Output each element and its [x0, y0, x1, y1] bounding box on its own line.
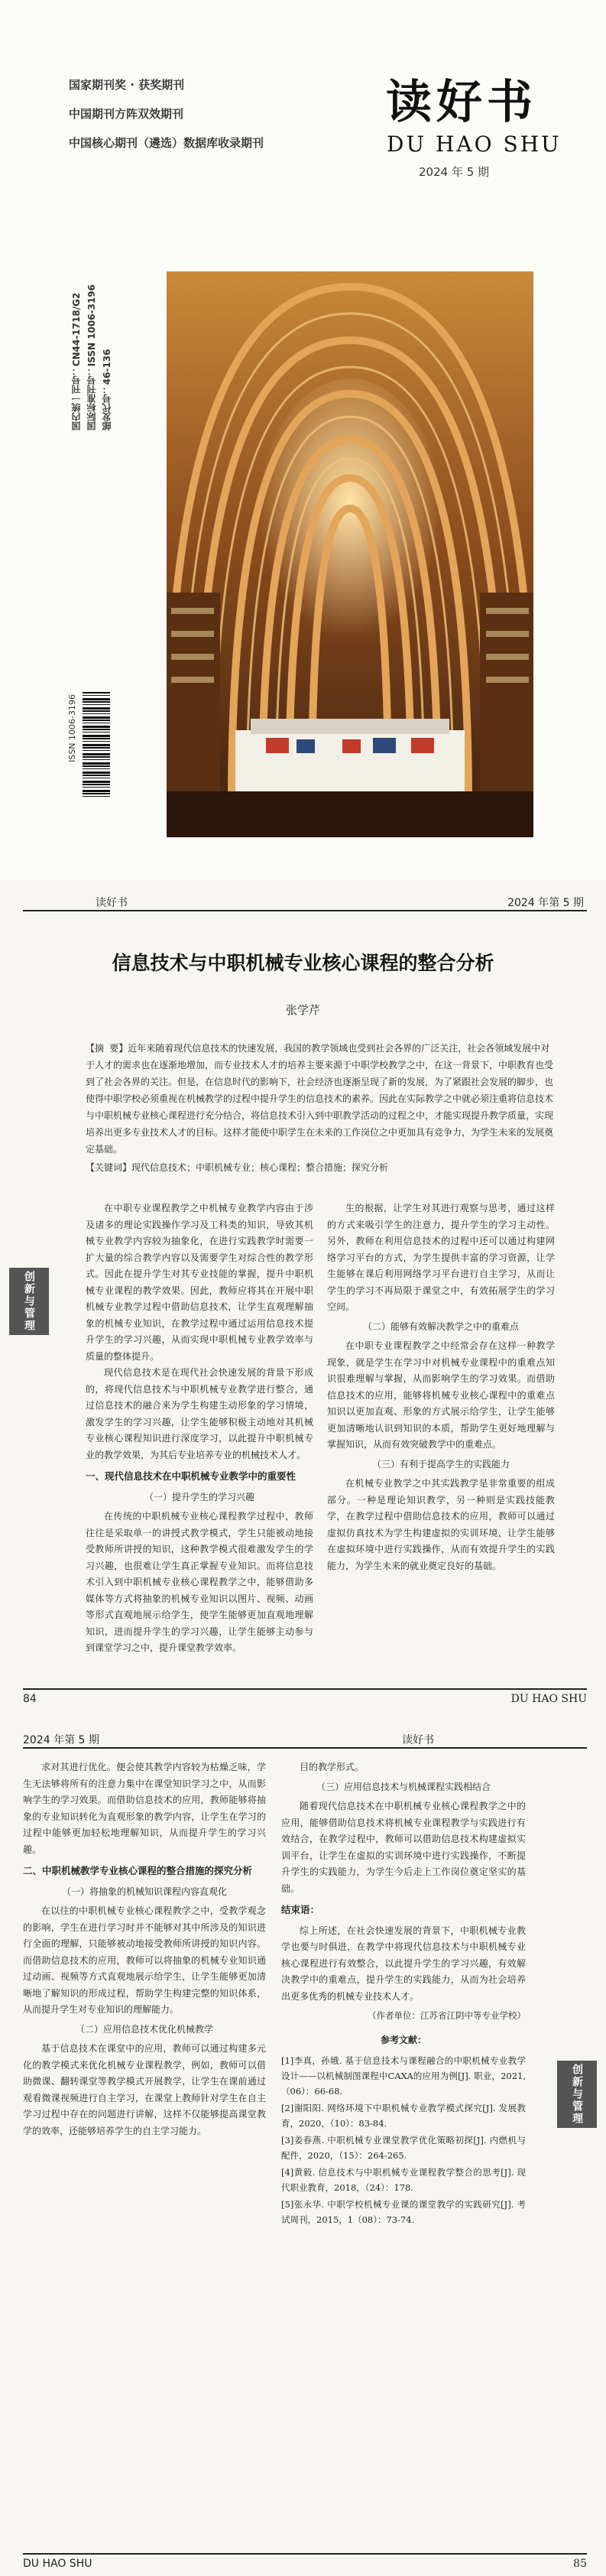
subsection-heading: （二）能够有效解决教学之中的重难点 — [362, 1320, 519, 1332]
references-heading: 参考文献： — [380, 2034, 426, 2045]
page-number: 84 — [23, 1693, 37, 1705]
publication-codes — [69, 284, 115, 430]
subsection-heading: （二）应用信息技术优化机械教学 — [75, 2023, 213, 2035]
body-paragraph: 在机械专业教学之中其实践教学是非常重要的组成部分。一种是理论知识教学，另一种则是实践技能教学，在教学过程中借助信息技术的应用，教师可以通过虚拟仿真技术为学生构建虚拟的实训环境，让学生能够在虚拟环境中进行实践操作，从而有效提升学生的实践能力，为学生未来的就业奠定良好的基础。 — [327, 1478, 555, 1571]
reference-item: [1]李真，孙娥. 基于信息技术与课程融合的中职机械专业教学设计——以机械制图课程中CAXA的应用为例[J]. 职业，2021,（06）：66-68. — [281, 2055, 526, 2097]
subsection-heading: （一）将抽象的机械知识课程内容直观化 — [61, 1886, 227, 1897]
article-keywords: 【关键词】现代信息技术；中职机械专业；核心课程；整合措施；探究分析 — [86, 1162, 389, 1173]
section-heading: 一、现代信息技术在中职机械专业教学中的重要性 — [86, 1470, 297, 1482]
body-paragraph: 综上所述，在社会快速发展的背景下，中职机械专业教学也要与时俱进，在教学中将现代信息技术与中职机械专业核心课程进行有效整合，以此提升学生的学习兴趣，有效解决教学中的重难点，提升学生的实践能力，从而为社会培养出更多优秀的机械专业技术人才。 — [281, 1925, 526, 2002]
section-heading: 二、中职机械教学专业核心课程的整合措施的探究分析 — [23, 1865, 253, 1876]
body-paragraph: 在中职专业课程教学之中经常会存在这样一种教学现象，就是学生在学习中对机械专业课程中的重难点知识很难理解与掌握，从而影响学生的学习效果。而借助信息技术的应用，能够将机械专业核心课程中的重难点知识以更加直观、形象的方式展示给学生，让学生能够更加清晰地认识到知识的本质，帮助学生更好地理解与掌握知识，从而有效突破教学中的重难点。 — [327, 1340, 555, 1450]
body-column-left — [23, 1759, 266, 2139]
running-footer — [23, 2553, 587, 2570]
article-author: 张学芹 — [285, 1003, 320, 1017]
body-paragraph: 生的根据，让学生对其进行观察与思考，通过这样的方式来吸引学生的注意力，提升学生的学习主动性。另外，教师在利用信息技术的过程中还可以通过构建网络学习平台的方式，为学生提供丰富的学习资源，让学生能够在课后利用网络学习平台进行自主学习，从而让学生的学习不再局限于课堂之中，有效拓展学生的学习空间。 — [327, 1203, 555, 1312]
body-paragraph: 求对其进行优化。便会使其教学内容较为枯燥乏味，学生无法够将所有的注意力集中在课堂知识学习之中，从而影响学生的学习效果。而借助信息技术的应用，教师能够将抽象的专业知识转化为直观形象的教学内容，让学生在学习的过程中能够更加轻松地理解知识，从而提升学生的学习兴趣。 — [23, 1762, 266, 1855]
article-page-85 — [0, 1717, 606, 2576]
article-abstract: 【摘 要】近年来随着现代信息技术的快速发展，我国的教学领域也受到社会各界的广泛关注，社会各领域发展中对于人才的需求也在逐渐地增加，而专业技术人才的培养主要来源于中职学校教学之中，在这一背景下，中职教育也受到了社会各界的关注。但是，在信息时代的影响下，社会经济也逐渐呈现了新的发展，为了紧跟社会发展的脚步，也使得中职学校必须重视在机械教学的过程中提升学生的信息技术的素养。因此在实际教学之中就必须注重将信息技术与中职机械专业核心课程进行充分结合，将信息技术引入到中职教学活动的过程之中，才能实现提升教学质量，实现培养出更多专业技术人才的目标。这样才能使中职学生在未来的工作岗位之中更加具有竞争力，为学生未来的发展奠定基础。 — [86, 1043, 554, 1155]
barcode-icon — [83, 692, 110, 799]
journal-cover — [0, 0, 606, 879]
article-title: 信息技术与中职机械专业核心课程的整合分析 — [112, 952, 494, 974]
code-line: 国际标准刊号：ISSN 1006-3196 — [86, 284, 97, 431]
body-column-left — [86, 1200, 313, 1657]
subsection-heading: （三）应用信息技术与机械课程实践相结合 — [316, 1781, 491, 1792]
subsection-heading: （一）提升学生的学习兴趣 — [144, 1491, 254, 1502]
reference-item: [4]黄毅. 信息技术与中职机械专业课程教学整合的思考[J]. 现代职业教育，2018，（24）：178. — [281, 2167, 526, 2193]
journal-title: 读好书 — [386, 76, 537, 129]
section-tab: 创新与管理 — [9, 1268, 49, 1335]
body-paragraph: 目的教学形式。 — [300, 1762, 365, 1772]
library-arches-illustration — [167, 271, 533, 837]
journal-title-pinyin: DU HAO SHU — [387, 132, 562, 157]
section-tab: 创新与管理 — [557, 2061, 597, 2128]
section-heading: 结束语： — [281, 1904, 320, 1915]
body-column-right — [281, 1759, 526, 2229]
header-journal-name: 读好书 — [402, 1734, 434, 1746]
body-paragraph: 现代信息技术是在现代社会快速发展的背景下形成的，将现代信息技术与中职机械专业教学进行整合，通过信息技术的融合来为学生构建生动形象的学习情境，激发学生的学习兴趣，让学生能够积极主动地对其机械专业核心课程知识进行深度学习，以此提升中职机械专业的教学效果，为其后专业培养专业的机械技术人才。 — [86, 1367, 313, 1460]
body-paragraph: 基于信息技术在课堂中的应用，教师可以通过构建多元化的教学模式来优化机械专业课程教学，例如，教师可以借助微课、翻转课堂等教学模式开展教学，让学生在课前通过观看微课视频进行自主学习，在课堂上教师针对学生在自主学习过程中存在的问题进行讲解，这样不仅能够提高课堂教学的效率，还能够培养学生的自主学习能力。 — [23, 2043, 266, 2136]
honor-item: 国家期刊奖 · 获奖期刊 — [69, 78, 185, 92]
running-footer — [23, 1688, 587, 1705]
body-paragraph: 随着现代信息技术在中职机械专业核心课程教学之中的应用，能够借助信息技术将机械专业课程教学与实践进行有效结合，在教学过程中，教师可以借助信息技术构建虚拟实训平台，让学生在虚拟的实训环境中进行实践操作，不断提升学生的实践能力，为学生今后走上工作岗位奠定坚实的基础。 — [281, 1801, 526, 1894]
article-page-84 — [0, 879, 606, 1717]
running-header — [23, 1730, 587, 1749]
honors-list — [69, 70, 264, 158]
header-issue: 2024 年第 5 期 — [23, 1734, 99, 1746]
issue-number: 2024 年 5 期 — [419, 165, 490, 179]
library-photo — [167, 271, 533, 837]
body-paragraph: 在中职专业课程教学之中机械专业教学内容由于涉及诸多的理论实践操作学习及工科类的知识，导致其机械专业教学内容较为抽象化，在进行实践教学时需要一扩大量的综合教学内容以及需要学生对综合性的教学形式。因此在提升学生对其专业技能的掌握，提升中职机械专业课程的教学效果。因此，教师应将其在开展中职机械专业教学过程中借助信息技术，让学生直观理解抽象的机械专业知识，在教学过程中通过运用信息技术提升学生的学习兴趣，从而实现中职机械专业教学效率与质量的整体提升。 — [86, 1203, 313, 1362]
footer-journal-pinyin: DU HAO SHU — [510, 1693, 587, 1705]
reference-item: [3]姜春燕. 中职机械专业课堂教学优化策略初探[J]. 内燃机与配件，2020，（15）：264-265. — [281, 2135, 526, 2161]
body-paragraph: 在传统的中职机械专业核心课程教学过程中，教师往往是采取单一的讲授式教学模式，学生只能被动地接受教师所讲授的知识，这种教学模式很难激发学生的学习兴趣，也很难让学生真正掌握专业知识。而将信息技术引入到中职机械专业核心课程教学之中，能够借助多媒体等方式将抽象的机械专业知识以图片、视频、动画等形式直观地展示给学生，使学生能够更加直观地理解知识，进而提升学生的学习兴趣，让学生能够主动参与到课堂学习之中，提升课堂教学效率。 — [86, 1511, 313, 1653]
body-column-right — [327, 1200, 555, 1574]
honor-item: 中国期刊方阵双效期刊 — [69, 107, 184, 121]
body-paragraph: 在以往的中职机械专业核心课程教学之中，受教学观念的影响，学生在进行学习时并不能够对其中所涉及的知识进行全面的理解，只能够被动地接受教师所讲授的知识内容。而借助信息技术的应用，教师可以将抽象的机械专业知识通过动画、视频等方式直观地展示给学生，让学生能够更加清晰地了解知识的形成过程，帮助学生构建完整的知识体系，从而提升学生对专业知识的理解能力。 — [23, 1905, 266, 2015]
running-header — [23, 893, 587, 911]
header-issue: 2024 年第 5 期 — [507, 897, 584, 909]
header-journal-name: 读好书 — [96, 897, 128, 909]
reference-item: [5]张永华. 中职学校机械专业课的课堂教学的实践研究[J]. 考试周刊，2015，1（08）：73-74. — [281, 2199, 526, 2225]
honor-item: 中国核心期刊（遴选）数据库收录期刊 — [69, 136, 264, 150]
author-affiliation: （作者单位：江苏省江阴中等专业学校） — [368, 2010, 526, 2021]
page-number: 85 — [573, 2558, 587, 2570]
code-line: 国内统一刊号：CN44-1718/G2 — [71, 292, 82, 431]
issn-label: ISSN 1006-3196 — [67, 694, 77, 762]
reference-item: [2]谢阳阳. 网络环境下中职机械专业教学模式探究[J]. 发展教育，2020，（10）：83-84. — [281, 2103, 526, 2129]
code-line: 邮发代号：46-136 — [102, 349, 112, 431]
footer-journal-pinyin: DU HAO SHU — [23, 2558, 92, 2570]
subsection-heading: （三）有利于提高学生的实践能力 — [371, 1458, 510, 1470]
